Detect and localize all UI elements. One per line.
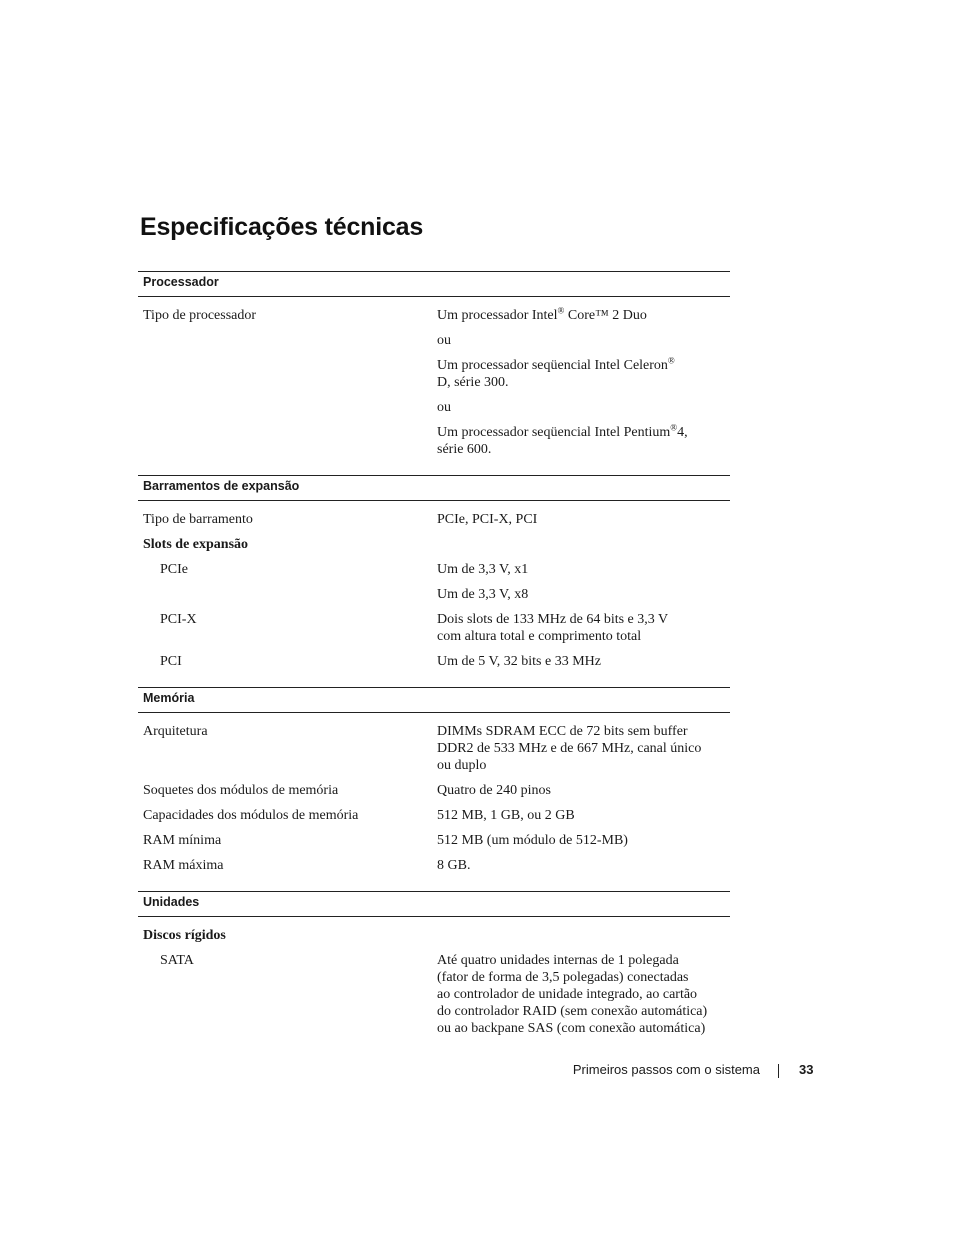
spec-value (437, 536, 730, 553)
spec-row (138, 723, 730, 774)
page-number: 33 (799, 1062, 814, 1077)
spec-row (138, 782, 730, 799)
spec-label: Arquitetura (143, 724, 208, 739)
spec-row (138, 399, 730, 416)
spec-value-text: ou (437, 400, 451, 415)
spec-label: RAM máxima (143, 858, 224, 873)
spec-value-text: Um processador seqüencial Intel Pentium (437, 425, 671, 440)
spec-value-text: Core™ 2 Duo (564, 308, 647, 323)
spec-label: SATA (160, 953, 194, 968)
footer-text: Primeiros passos com o sistema (572, 1062, 760, 1077)
section-heading: Unidades (138, 891, 730, 917)
spec-value (437, 857, 730, 874)
section-heading: Memória (138, 687, 730, 713)
page-title: Especificações técnicas (140, 213, 424, 241)
section-heading: Barramentos de expansão (138, 475, 730, 501)
spec-label: Discos rígidos (143, 928, 226, 943)
spec-value-text: Dois slots de 133 MHz de 64 bits e 3,3 V com altura total e comprimento total (437, 612, 669, 644)
spec-value-text: 8 GB. (437, 858, 471, 873)
spec-row (138, 653, 730, 670)
spec-table (138, 271, 730, 1037)
spec-value (437, 307, 730, 324)
footer-divider (778, 1064, 779, 1078)
spec-row (138, 511, 730, 528)
spec-value-text: Um de 3,3 V, x1 (437, 562, 529, 577)
spec-label (138, 586, 437, 603)
spec-value (437, 611, 730, 645)
spec-value-text: ou (437, 333, 451, 348)
spec-value-text: DIMMs SDRAM ECC de 72 bits sem buffer DDR2 de 533 MHz e de 667 MHz, canal único ou duplo (437, 724, 702, 773)
spec-value (437, 586, 730, 603)
spec-value (437, 952, 730, 1037)
spec-row (138, 952, 730, 1037)
spec-value-text: Um de 3,3 V, x8 (437, 587, 529, 602)
trademark-symbol: ® (667, 355, 675, 366)
spec-value (437, 653, 730, 670)
spec-value (437, 723, 730, 774)
spec-value (437, 511, 730, 528)
section-heading: Processador (138, 271, 730, 297)
spec-value-text: Um de 5 V, 32 bits e 33 MHz (437, 654, 601, 669)
spec-label: PCI (160, 654, 182, 669)
spec-row (138, 561, 730, 578)
spec-value (437, 332, 730, 349)
spec-value (437, 832, 730, 849)
spec-value-text: Até quatro unidades internas de 1 polegada (fator de forma de 3,5 polegadas) conectadas ao controlador de unidade integrado, ao cartão do controlador RAID (sem conexão automática) ou ao backpane SAS (com conexão automática) (437, 953, 708, 1036)
spec-label (138, 399, 437, 416)
spec-value (437, 927, 730, 944)
spec-label: PCI-X (160, 612, 197, 627)
spec-value (437, 399, 730, 416)
spec-row (138, 807, 730, 824)
spec-label: RAM mínima (143, 833, 222, 848)
spec-value-text: PCIe, PCI-X, PCI (437, 512, 538, 527)
spec-value (437, 357, 730, 391)
spec-value-text: Quatro de 240 pinos (437, 783, 551, 798)
spec-row (138, 332, 730, 349)
spec-row (138, 586, 730, 603)
spec-label (138, 357, 437, 391)
section-rows (138, 501, 730, 670)
spec-row (138, 424, 730, 458)
page-footer (0, 1062, 954, 1080)
spec-label: PCIe (160, 562, 188, 577)
spec-label: Slots de expansão (143, 537, 249, 552)
spec-row (138, 832, 730, 849)
spec-value (437, 807, 730, 824)
section-rows (138, 297, 730, 458)
spec-value-text: Um processador seqüencial Intel Celeron (437, 358, 668, 373)
spec-label (138, 332, 437, 349)
spec-value-text: D, série 300. (437, 375, 509, 390)
spec-row (138, 857, 730, 874)
spec-row (138, 611, 730, 645)
spec-value-text: 4, série 600. (437, 425, 688, 457)
spec-value (437, 561, 730, 578)
spec-label (138, 424, 437, 458)
spec-value (437, 424, 730, 458)
spec-label: Capacidades dos módulos de memória (143, 808, 359, 823)
spec-value (437, 782, 730, 799)
trademark-symbol: ® (670, 422, 678, 433)
spec-label: Tipo de processador (143, 308, 257, 323)
spec-label: Tipo de barramento (143, 512, 253, 527)
spec-row (138, 307, 730, 324)
spec-value-text: 512 MB, 1 GB, ou 2 GB (437, 808, 575, 823)
spec-row (138, 927, 730, 944)
spec-row (138, 357, 730, 391)
section-rows (138, 917, 730, 1037)
spec-row (138, 536, 730, 553)
spec-value-text: Um processador Intel (437, 308, 558, 323)
spec-value-text: 512 MB (um módulo de 512-MB) (437, 833, 628, 848)
spec-label: Soquetes dos módulos de memória (143, 783, 339, 798)
trademark-symbol: ® (557, 305, 565, 316)
section-rows (138, 713, 730, 874)
